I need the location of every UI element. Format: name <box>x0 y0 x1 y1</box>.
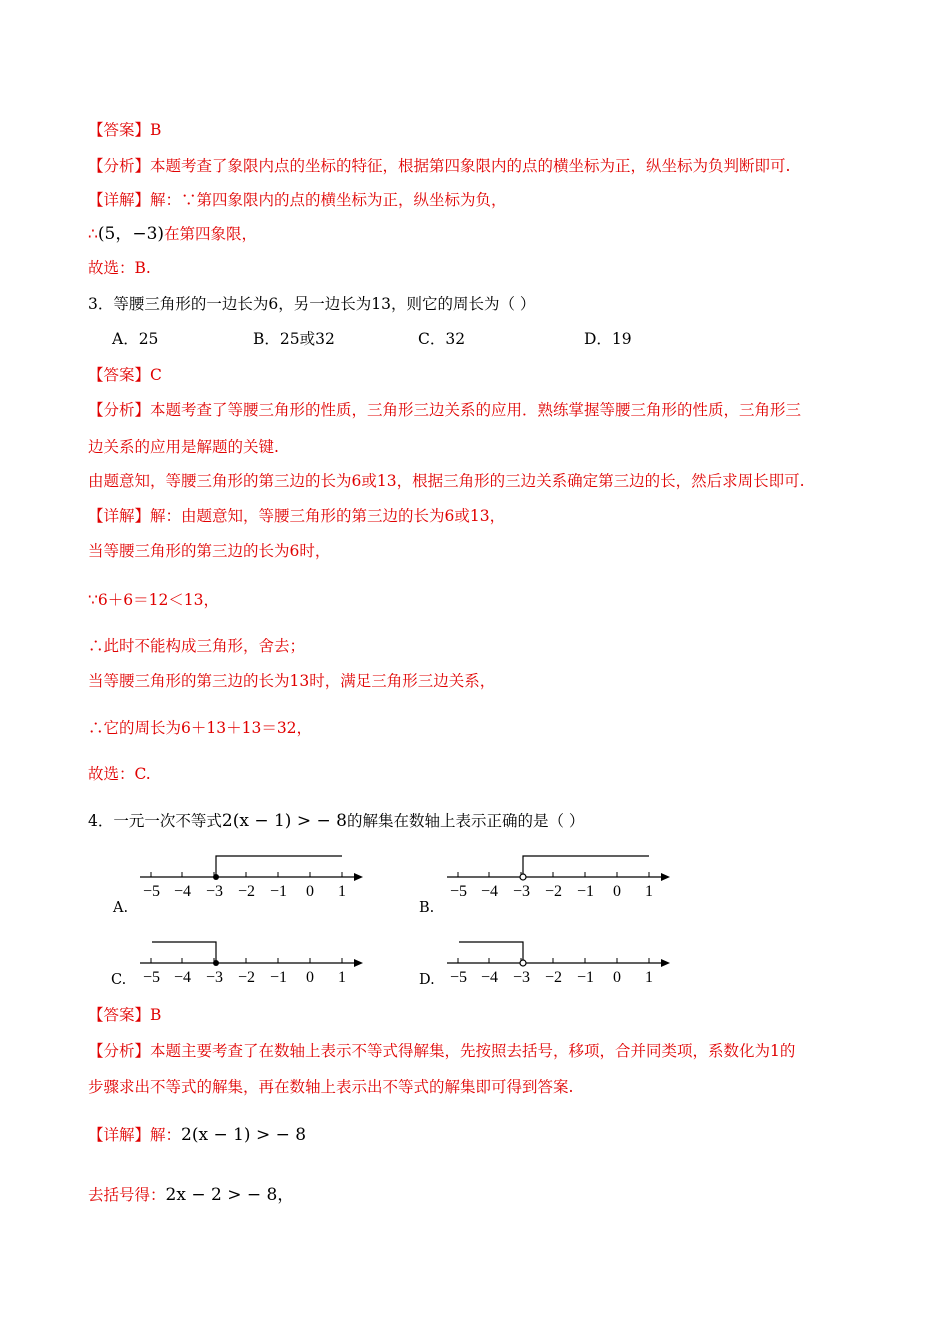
tick-label: 1 <box>338 969 346 986</box>
q4-analysis-line-2: 步骤求出不等式的解集，再在数轴上表示出不等式的解集即可得到答案. <box>88 1078 574 1096</box>
tick-label: −5 <box>143 969 161 986</box>
point-coordinates: (5，−3) <box>97 224 165 244</box>
tick-label: −1 <box>270 969 288 986</box>
option-d-label[interactable]: D. <box>419 972 435 988</box>
q4-question-suffix: 的解集在数轴上表示正确的是（ ） <box>346 812 585 830</box>
tick-label: −5 <box>143 883 161 900</box>
open-point <box>520 960 526 966</box>
conclusion-text: 在第四象限， <box>164 225 258 243</box>
q4-analysis-line-1: 【分析】本题主要考查了在数轴上表示不等式得解集，先按照去括号，移项，合并同类项，系数化为1的 <box>88 1042 796 1060</box>
option-b-label[interactable]: B. <box>419 900 435 916</box>
tick-label: 0 <box>613 969 621 986</box>
ticks <box>458 872 649 877</box>
ticks <box>151 958 342 963</box>
ticks <box>151 872 342 877</box>
q3-analysis-line-1: 【分析】本题考查了等腰三角形的性质，三角形三边关系的应用．熟练掌握等腰三角形的性质，三角形三 <box>88 401 802 419</box>
tick-label: −4 <box>481 969 499 986</box>
tick-label: −4 <box>481 883 499 900</box>
therefore-symbol: ∴ <box>88 225 98 243</box>
q4-answer: 【答案】B <box>88 1006 162 1024</box>
q3-detail-line-1: 【详解】解：由题意知，等腰三角形的第三边的长为6或13， <box>88 507 506 525</box>
tick-label: −3 <box>513 969 531 986</box>
q3-detail-line-4: ∴此时不能构成三角形，舍去； <box>88 637 306 655</box>
q4-step <box>88 1185 294 1205</box>
q4-step-expression: 2x − 2 > − 8， <box>165 1185 295 1205</box>
tick-label: −2 <box>545 969 563 986</box>
tick-label: −1 <box>577 883 595 900</box>
filled-point <box>213 874 219 880</box>
number-line-c <box>135 934 375 989</box>
tick-label: −5 <box>450 883 468 900</box>
q4-question <box>88 811 584 831</box>
q3-option-d[interactable]: D．19 <box>584 330 632 348</box>
ticks <box>458 958 649 963</box>
tick-label: 1 <box>338 883 346 900</box>
number-line-b <box>442 848 682 903</box>
q3-choose: 故选：C. <box>88 765 151 783</box>
tick-label: 1 <box>645 883 653 900</box>
q4-inequality: 2(x − 1) > − 8 <box>221 811 347 831</box>
q2-conclusion <box>88 224 257 244</box>
q3-detail-line-3: ∵6＋6＝12＜13， <box>88 591 220 609</box>
number-line-a <box>135 848 375 903</box>
tick-label: −1 <box>270 883 288 900</box>
q3-question: 3．等腰三角形的一边长为6，另一边长为13，则它的周长为（ ） <box>88 295 536 313</box>
perimeter-text: ∴它的周长为 <box>88 719 182 737</box>
q4-detail-prefix: 【详解】解： <box>88 1126 182 1144</box>
filled-point <box>213 960 219 966</box>
tick-label: −3 <box>206 883 224 900</box>
tick-label: −2 <box>238 969 256 986</box>
tick-label: −5 <box>450 969 468 986</box>
q4-question-prefix: 4．一元一次不等式 <box>88 812 222 830</box>
q3-detail-line-6 <box>88 718 312 738</box>
q3-detail-line-2: 当等腰三角形的第三边的长为6时， <box>88 542 331 560</box>
tick-label: −3 <box>513 883 531 900</box>
tick-label: −1 <box>577 969 595 986</box>
tick-label: −4 <box>174 969 192 986</box>
option-a-label[interactable]: A. <box>113 900 129 916</box>
q3-detail-line-5: 当等腰三角形的第三边的长为13时，满足三角形三边关系， <box>88 672 496 690</box>
tick-label: 0 <box>613 883 621 900</box>
q3-analysis-line-3: 由题意知，等腰三角形的第三边的长为6或13，根据三角形的三边关系确定第三边的长，然后求周长即可. <box>88 472 805 490</box>
tick-label: −2 <box>238 883 256 900</box>
q4-detail <box>88 1125 306 1145</box>
tick-label: −2 <box>545 883 563 900</box>
q2-choose: 故选：B. <box>88 259 151 277</box>
tick-label: −4 <box>174 883 192 900</box>
perimeter-expression: 6＋13＋13＝32， <box>181 719 313 737</box>
q3-option-b[interactable]: B．25或32 <box>253 330 335 348</box>
number-line-d <box>442 934 682 989</box>
q3-option-c[interactable]: C．32 <box>418 330 466 348</box>
tick-label: 0 <box>306 969 314 986</box>
q3-answer: 【答案】C <box>88 366 162 384</box>
q4-detail-expression: 2(x − 1) > − 8 <box>181 1125 307 1145</box>
q4-step-prefix: 去括号得： <box>88 1186 166 1204</box>
q2-detail: 【详解】解：∵第四象限内的点的横坐标为正，纵坐标为负， <box>88 191 507 209</box>
tick-label: −3 <box>206 969 224 986</box>
open-point <box>520 874 526 880</box>
tick-label: 1 <box>645 969 653 986</box>
q2-answer: 【答案】B <box>88 121 162 139</box>
tick-label: 0 <box>306 883 314 900</box>
q3-analysis-line-2: 边关系的应用是解题的关键. <box>88 438 279 456</box>
q2-analysis: 【分析】本题考查了象限内点的坐标的特征，根据第四象限内的点的横坐标为正，纵坐标为负判断即可. <box>88 157 791 175</box>
option-c-label[interactable]: C. <box>111 972 127 988</box>
q3-option-a[interactable]: A．25 <box>112 330 159 348</box>
